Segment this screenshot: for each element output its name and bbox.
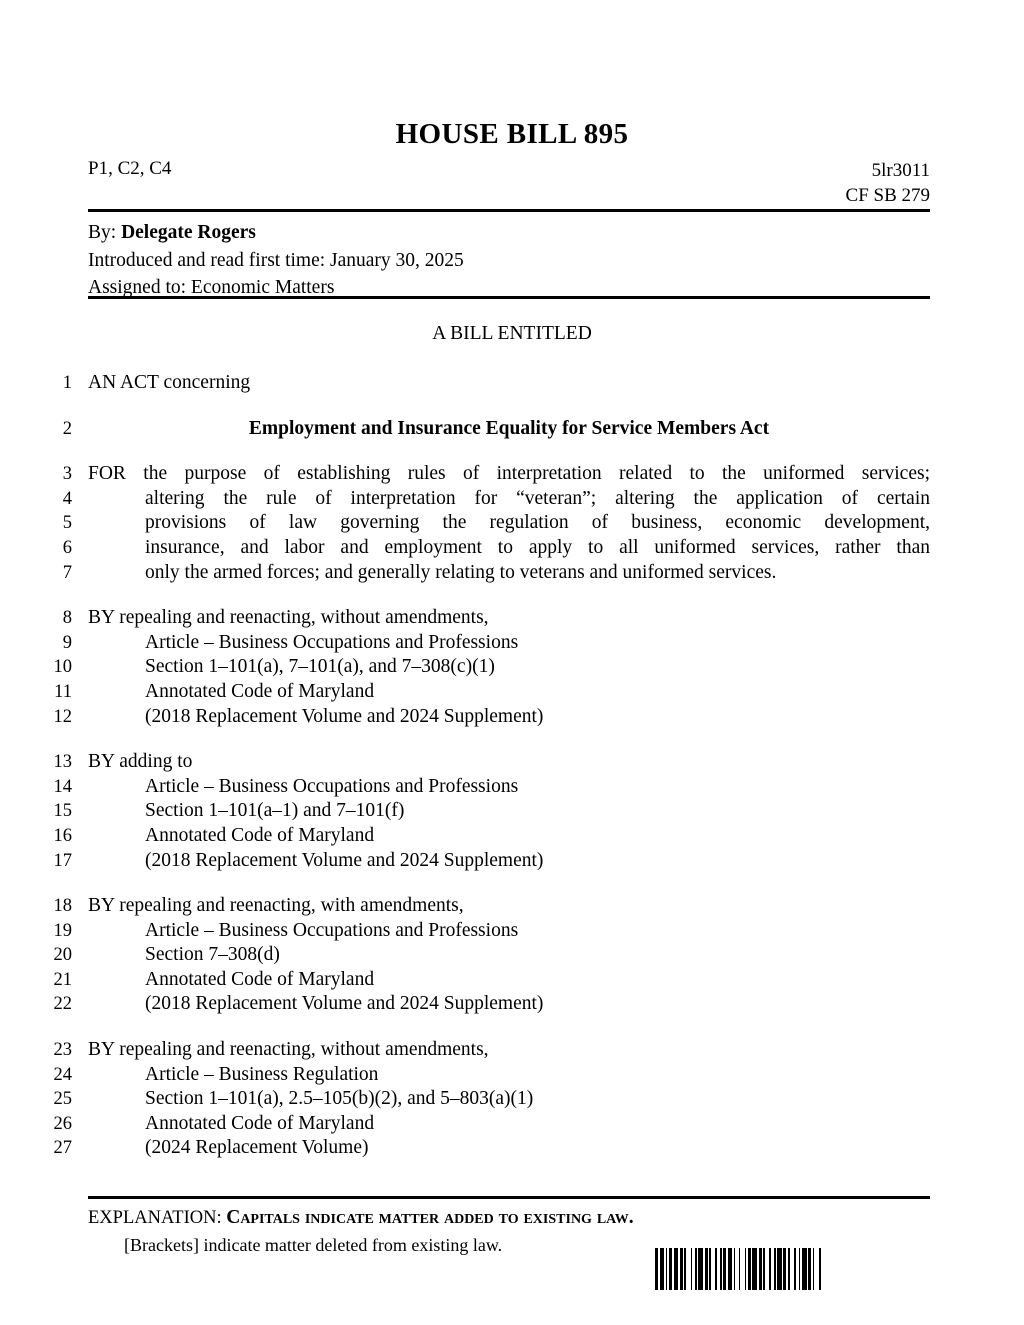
bill-line [0,968,1024,993]
line-text: Section 1–101(a), 7–101(a), and 7–308(c)(1) [145,656,495,678]
by-label: By: [88,222,117,243]
bill-line [0,680,1024,705]
bill-line [0,1136,1024,1161]
line-number: 7 [62,562,72,583]
line-text: BY adding to [88,751,193,773]
explanation-brackets-note: [Brackets] indicate matter deleted from existing law. [124,1235,503,1256]
bill-line [0,1063,1024,1088]
line-text: AN ACT concerning [88,372,251,393]
bill-paragraph-block [0,894,1024,1017]
bill-entitled-heading: A BILL ENTITLED [432,323,592,344]
line-number: 13 [53,752,72,773]
bill-paragraph-block [0,1038,1024,1161]
line-number: 17 [53,850,72,871]
line-text: Annotated Code of Maryland [145,968,375,990]
header-code-row [88,158,930,208]
line-number: 12 [53,706,72,727]
bill-paragraph-block [0,371,1024,396]
sponsor-line [88,219,930,247]
bill-line [0,631,1024,656]
line-text: Annotated Code of Maryland [145,1112,375,1134]
line-number: 9 [62,632,72,653]
line-number: 10 [53,657,72,678]
page-title: HOUSE BILL 895 [395,118,629,150]
line-text: Article – Business Occupations and Professions [145,775,519,797]
line-text: Section 1–101(a–1) and 7–101(f) [145,800,405,822]
line-number: 26 [53,1113,72,1134]
line-number: 5 [62,513,72,534]
assigned-committee-line: Assigned to: Economic Matters [88,277,335,299]
bill-line [0,894,1024,919]
line-number: 27 [53,1138,72,1159]
explanation-capitals-note: Capitals indicate matter added to existing law. [226,1207,634,1228]
explanation-label: EXPLANATION: [88,1208,222,1228]
line-text: Employment and Insurance Equality for Service Members Act [248,417,770,439]
bill-line [0,1112,1024,1137]
sponsor-name: Delegate Rogers [121,222,256,243]
line-number: 14 [53,776,72,797]
line-number: 16 [53,825,72,846]
bill-paragraph-block [0,462,1024,585]
bill-line [0,799,1024,824]
explanation-capitals-line [88,1204,930,1232]
lr-number: 5lr3011 [871,160,930,181]
bill-paragraph-block [0,417,1024,442]
line-text: (2024 Replacement Volume) [145,1137,369,1159]
line-number: 20 [53,945,72,966]
bill-barcode [655,1248,821,1290]
line-text: Article – Business Occupations and Professions [145,631,519,653]
line-text: Section 1–101(a), 2.5–105(b)(2), and 5–803(a)(1) [145,1088,534,1110]
line-text: (2018 Replacement Volume and 2024 Supplement) [145,993,544,1015]
bill-line [0,561,1024,586]
barcode-bar [819,1248,821,1290]
bill-paragraph-block [0,750,1024,873]
line-number: 23 [53,1040,72,1061]
bill-line [0,487,1024,512]
line-number: 22 [53,994,72,1015]
line-text: BY repealing and reenacting, without amendments, [88,1039,489,1061]
line-text: provisions of law governing the regulation of business, economic development, [145,512,930,534]
line-number: 15 [53,801,72,822]
line-number: 19 [53,920,72,941]
bill-line [0,655,1024,680]
line-text: only the armed forces; and generally relating to veterans and uniformed services. [145,561,777,583]
line-text: Article – Business Occupations and Professions [145,919,519,941]
legislative-reference-codes [846,158,930,208]
line-number: 4 [62,488,72,509]
line-number: 8 [62,608,72,629]
line-text: Annotated Code of Maryland [145,680,375,702]
bill-line [0,371,1024,396]
line-text: (2018 Replacement Volume and 2024 Supplement) [145,849,544,871]
cross-file-number: CF SB 279 [845,185,930,207]
bill-line [0,992,1024,1017]
line-number: 11 [54,681,72,702]
bill-line [0,943,1024,968]
line-text: FOR the purpose of establishing rules of interpretation related to the uniformed services; [88,463,930,485]
divider-above-sponsor [88,209,930,212]
line-text: Article – Business Regulation [145,1063,379,1085]
bill-line [0,511,1024,536]
bill-line [0,1038,1024,1063]
line-number: 25 [53,1089,72,1110]
bill-line [0,919,1024,944]
line-number: 3 [62,464,72,485]
introduced-line: Introduced and read first time: January 30, 2025 [88,249,464,271]
bill-line [0,536,1024,561]
line-number: 18 [53,896,72,917]
bill-line [0,606,1024,631]
line-text: Annotated Code of Maryland [145,824,375,846]
sponsor-block [88,219,930,302]
line-text: insurance, and labor and employment to apply to all uniformed services, rather than [145,536,930,558]
bill-body [0,371,1024,1161]
bill-line [0,849,1024,874]
line-number: 1 [62,373,72,393]
line-number: 24 [53,1064,72,1085]
bill-line [0,775,1024,800]
divider-above-explanation [88,1196,930,1199]
bill-line [0,1087,1024,1112]
line-text: BY repealing and reenacting, without amendments, [88,607,489,629]
line-number: 6 [62,537,72,558]
line-number: 2 [62,418,72,439]
print-code: P1, C2, C4 [88,158,172,179]
line-text: (2018 Replacement Volume and 2024 Supplement) [145,705,544,727]
bill-line [0,417,1024,442]
bill-line [0,462,1024,487]
line-number: 21 [53,969,72,990]
line-text: Section 7–308(d) [145,944,280,966]
bill-paragraph-block [0,606,1024,729]
line-text: BY repealing and reenacting, with amendments, [88,895,464,917]
bill-line [0,705,1024,730]
bill-line [0,824,1024,849]
line-text: altering the rule of interpretation for “veteran”; altering the application of certain [145,487,930,509]
bill-line [0,750,1024,775]
